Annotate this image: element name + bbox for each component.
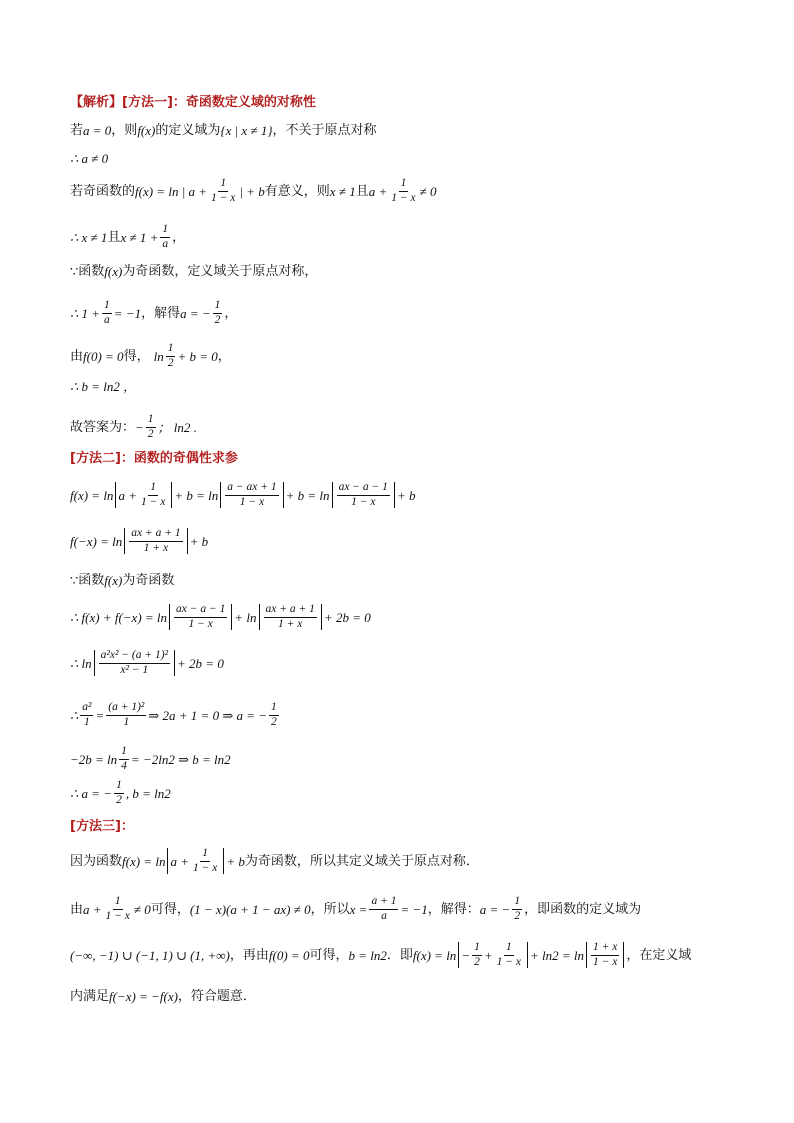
m1-line-8 — [70, 380, 136, 393]
text: 为奇函数 — [122, 573, 175, 588]
formula: x ≠ 1 + — [120, 229, 159, 245]
formula: ∴ a ≠ 0 — [70, 151, 109, 166]
fraction: $\frac{1}{2}$ — [271, 701, 277, 728]
m1-answer-line — [70, 414, 197, 440]
formula: (−∞, −1) ∪ (−1, 1) ∪ (1, +∞) — [70, 947, 230, 963]
formula: + ln — [234, 609, 257, 625]
m1-line-4 — [70, 224, 185, 250]
text: ，解得： — [427, 901, 480, 917]
formula: ∴ b = ln2 ， — [70, 379, 137, 394]
m2-line-2 — [70, 528, 208, 554]
text: ，解得 — [141, 305, 181, 321]
fraction: $\frac{1}{2}$ — [147, 413, 154, 440]
formula: + 2b = 0 — [177, 655, 224, 671]
absolute-value: − $\frac{1}{2}$ + $\frac{1}{1 - x}$ — [458, 942, 528, 968]
absolute-value: a + $\frac{1}{1 - x}$ — [167, 848, 224, 874]
m2-line-3 — [70, 574, 174, 587]
text: 的定义域为 — [155, 123, 221, 138]
formula: , b = ln2 — [125, 785, 171, 801]
fraction: $\frac{1}{4}$ — [121, 745, 127, 772]
absolute-value: a + $\frac{1}{1 - x}$ — [115, 482, 172, 508]
text: 若 — [70, 123, 84, 138]
text: ，在定义域 — [626, 947, 692, 963]
formula: ln — [153, 348, 164, 364]
formula: + b — [226, 853, 245, 869]
formula: f(x) — [104, 573, 123, 588]
fraction: $\frac{1}{1 - x}$ — [391, 177, 416, 204]
method-2-title: 函数的奇偶性求参 — [133, 451, 238, 466]
method-1-label: [方法一]： — [122, 95, 186, 110]
fraction: $\frac{1}{a}$ — [104, 299, 110, 326]
formula: {x | x ≠ 1} — [220, 123, 273, 138]
formula: a = − — [180, 305, 211, 321]
text: 故答案为： — [70, 419, 136, 435]
m3-line-4 — [70, 990, 256, 1003]
text: 内满足 — [70, 989, 110, 1004]
formula: ∴ a = − — [70, 785, 113, 801]
fraction: $\frac{1}{1 - x}$ — [105, 895, 130, 922]
formula: f(−x) = ln — [70, 533, 123, 549]
text: 可得， — [150, 901, 190, 917]
method-2-label: [方法二]： — [70, 451, 134, 466]
absolute-value: $\frac{a - ax + 1}{1 - x}$ — [220, 482, 283, 508]
formula: b = ln2 — [348, 947, 387, 963]
m1-line-2 — [70, 152, 108, 165]
formula: −2b = ln — [70, 751, 118, 767]
m2-line-7 — [70, 746, 231, 772]
formula: ∴ 1 + — [70, 305, 101, 321]
formula: ∵ — [70, 573, 79, 588]
fraction: $\frac{1}{2}$ — [214, 299, 221, 326]
absolute-value: $\frac{ax + a + 1}{1 + x}$ — [259, 604, 322, 630]
text: ，再由 — [229, 947, 269, 963]
formula: ⇒ 2a + 1 = 0 ⇒ a = − — [148, 707, 268, 723]
m3-line-3 — [70, 942, 691, 968]
text: 可得， — [309, 947, 349, 963]
text: ，不关于原点对称 — [272, 123, 377, 138]
formula: f(0) = 0 — [83, 348, 124, 364]
text: 因为函数 — [70, 853, 123, 869]
formula: − — [135, 419, 144, 435]
formula: x = — [349, 901, 368, 917]
formula: f(−x) = −f(x) — [109, 989, 178, 1004]
formula: f(x) = ln — [122, 853, 166, 869]
formula: f(x) — [104, 264, 123, 279]
heading-method-1 — [70, 96, 316, 109]
formula: ∴ — [70, 707, 79, 723]
formula: a = − — [479, 901, 511, 917]
formula: ≠ 0 — [419, 183, 437, 199]
m3-line-1 — [70, 848, 479, 874]
formula: ∵ — [70, 264, 79, 279]
formula: a = 0 — [83, 123, 112, 138]
text: 为奇函数，定义域关于原点对称， — [122, 264, 318, 279]
formula: ∴ ln — [70, 655, 92, 671]
method-1-title: 奇函数定义域的对称性 — [185, 95, 316, 110]
formula: ∴ x ≠ 1 — [70, 229, 108, 245]
formula: a + — [368, 183, 388, 199]
formula: f(x) = ln — [412, 947, 457, 963]
fraction: $\frac{1}{2}$ — [514, 895, 521, 922]
absolute-value: $\frac{ax - a - 1}{1 - x}$ — [332, 482, 395, 508]
m2-line-8 — [70, 780, 171, 806]
text: ．即 — [386, 947, 413, 963]
text: 由 — [70, 348, 84, 364]
absolute-value: $\frac{\text{a²x² − (a + 1)²}}{\text{x² − 1}}$ — [94, 650, 175, 676]
fraction: $\frac{1}{a}$ — [162, 223, 169, 250]
m2-line-1 — [70, 482, 415, 508]
formula: f(x) = ln | a + — [135, 183, 208, 199]
formula: f(x) — [137, 123, 156, 138]
formula: = −1 — [400, 901, 428, 917]
formula: ； ln2 . — [157, 419, 197, 435]
text: 函数 — [78, 573, 105, 588]
m1-line-1 — [70, 124, 377, 137]
fraction: $\frac{1}{2}$ — [116, 779, 122, 806]
text: 得， — [123, 348, 150, 364]
formula: f(x) = ln — [70, 487, 114, 503]
text: ，符合题意． — [177, 989, 256, 1004]
fraction: $\frac{1}{2}$ — [167, 342, 174, 369]
formula: + b — [189, 533, 209, 549]
formula: (1 − x)(a + 1 − ax) ≠ 0 — [189, 901, 311, 917]
fraction: $\frac{1}{1 - x}$ — [211, 177, 236, 204]
text: ，则 — [111, 123, 138, 138]
formula: | + b — [239, 183, 265, 199]
absolute-value: $\frac{1 + x}{1 - x}$ — [586, 942, 624, 968]
m2-line-4 — [70, 604, 371, 630]
text: ， — [172, 229, 186, 245]
absolute-value: $\frac{ax + a + 1}{1 + x}$ — [124, 528, 187, 554]
formula: ∴ f(x) + f(−x) = ln — [70, 609, 168, 625]
formula: a + — [83, 901, 102, 917]
fraction: $\frac{a + 1}{a}$ — [371, 895, 397, 922]
formula: + 2b = 0 — [323, 609, 371, 625]
m1-line-3 — [70, 178, 437, 204]
text: 为奇函数，所以其定义域关于原点对称． — [244, 853, 479, 869]
text: 由 — [70, 901, 84, 917]
text: 有意义，则 — [264, 183, 330, 199]
text: 函数 — [78, 264, 105, 279]
formula: = −1 — [113, 305, 142, 321]
text: ，即函数的定义域为 — [524, 901, 642, 917]
heading-method-2 — [70, 452, 238, 465]
formula: + b = ln — [174, 487, 219, 503]
method-3-label: [方法三]： — [70, 819, 134, 834]
formula: ≠ 0 — [133, 901, 151, 917]
formula: + b = ln — [285, 487, 330, 503]
fraction: $\frac{\text{a²}}{1}$ — [82, 701, 92, 728]
analysis-bracket: 【解析】 — [70, 95, 123, 110]
formula: + b = 0 — [177, 348, 218, 364]
text: ，所以 — [310, 901, 350, 917]
formula: + ln2 = ln — [530, 947, 585, 963]
m1-line-5 — [70, 265, 317, 278]
formula: x ≠ 1 — [329, 183, 356, 199]
m1-line-7 — [70, 343, 231, 369]
absolute-value: $\frac{ax - a - 1}{1 - x}$ — [169, 604, 232, 630]
text: 且 — [107, 229, 121, 245]
m2-line-6 — [70, 702, 281, 728]
m1-line-6 — [70, 300, 237, 326]
m3-line-2 — [70, 896, 641, 922]
text: ， — [217, 348, 231, 364]
formula: f(0) = 0 — [268, 947, 310, 963]
formula: = — [95, 707, 105, 723]
text: 若奇函数的 — [70, 183, 136, 199]
fraction: $\frac{\text{(a + 1)²}}{1}$ — [108, 701, 145, 728]
text: ， — [224, 305, 238, 321]
formula: + b — [396, 487, 416, 503]
formula: = −2ln2 ⇒ b = ln2 — [130, 751, 231, 767]
text: 且 — [355, 183, 369, 199]
m2-line-5 — [70, 650, 224, 676]
heading-method-3 — [70, 820, 134, 833]
